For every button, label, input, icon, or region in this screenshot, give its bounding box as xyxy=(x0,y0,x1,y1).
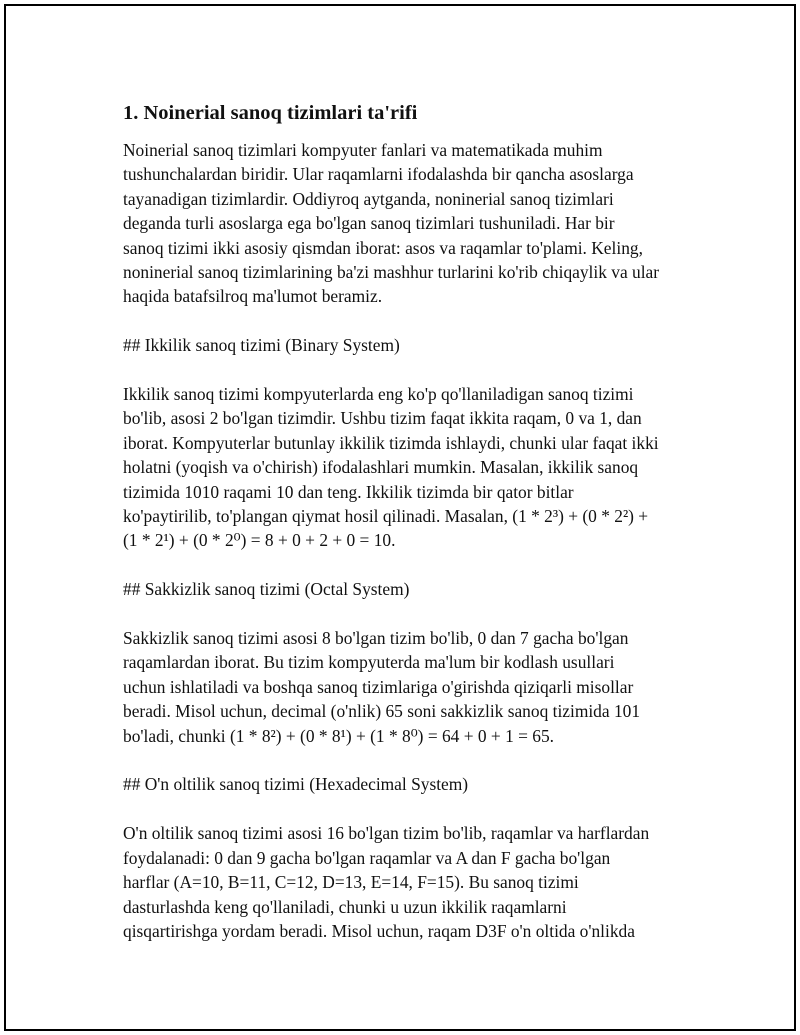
text-line: dasturlashda keng qo'llaniladi, chunki u uzun ikkilik raqamlarni xyxy=(123,896,567,917)
section-heading-binary: ## Ikkilik sanoq tizimi (Binary System) xyxy=(123,335,400,356)
text-line: Ikkilik sanoq tizimi kompyuterlarda eng ko'p qo'llaniladigan sanoq tizimi xyxy=(123,384,634,405)
section-heading-octal: ## Sakkizlik sanoq tizimi (Octal System) xyxy=(123,579,410,600)
text-line: qisqartirishga yordam beradi. Misol uchun, raqam D3F o'n oltida o'nlikda xyxy=(123,920,635,941)
section-paragraph-octal xyxy=(123,626,703,748)
text-line: ko'paytirilib, to'plangan qiymat hosil qilinadi. Masalan, (1 * 2³) + (0 * 2²) + xyxy=(123,506,649,527)
text-line: O'n oltilik sanoq tizimi asosi 16 bo'lgan tizim bo'lib, raqamlar va harflardan xyxy=(123,823,650,844)
text-line: tizimida 1010 raqami 10 dan teng. Ikkilik tizimda bir qator bitlar xyxy=(123,481,574,502)
page-frame xyxy=(4,4,796,1031)
text-line: uchun ishlatiladi va boshqa sanoq tizimlariga o'girishda qiziqarli misollar xyxy=(123,676,634,697)
text-line: bo'lib, asosi 2 bo'lgan tizimdir. Ushbu tizim faqat ikkita raqam, 0 va 1, dan xyxy=(123,408,642,429)
document-body xyxy=(123,98,703,968)
text-line: Sakkizlik sanoq tizimi asosi 8 bo'lgan tizim bo'lib, 0 dan 7 gacha bo'lgan xyxy=(123,628,629,649)
section-paragraph-binary xyxy=(123,382,703,553)
text-line: raqamlardan iborat. Bu tizim kompyuterda ma'lum bir kodlash usullari xyxy=(123,652,615,673)
text-line: bo'ladi, chunki (1 * 8²) + (0 * 8¹) + (1 * 8⁰) = 64 + 0 + 1 = 65. xyxy=(123,725,555,746)
text-line: deganda turli asoslarga ega bo'lgan sanoq tizimlari tushuniladi. Har bir xyxy=(123,213,615,234)
text-line: beradi. Misol uchun, decimal (o'nlik) 65 soni sakkizlik sanoq tizimida 101 xyxy=(123,701,641,722)
text-line: holatni (yoqish va o'chirish) ifodalashlari mumkin. Masalan, ikkilik sanoq xyxy=(123,457,639,478)
document-title: 1. Noinerial sanoq tizimlari ta'rifi xyxy=(123,102,418,124)
section-paragraph-hexadecimal xyxy=(123,821,703,943)
text-line: iborat. Kompyuterlar butunlay ikkilik tizimda ishlaydi, chunki ular faqat ikki xyxy=(123,432,659,453)
text-line: noninerial sanoq tizimlarining ba'zi mashhur turlarini ko'rib chiqaylik va ular xyxy=(123,262,660,283)
text-line: haqida batafsilroq ma'lumot beramiz. xyxy=(123,286,383,307)
intro-paragraph xyxy=(123,138,703,309)
text-line: harflar (A=10, B=11, C=12, D=13, E=14, F=15). Bu sanoq tizimi xyxy=(123,872,579,893)
section-heading-hexadecimal: ## O'n oltilik sanoq tizimi (Hexadecimal System) xyxy=(123,774,469,795)
text-line: sanoq tizimi ikki asosiy qismdan iborat: asos va raqamlar to'plami. Keling, xyxy=(123,237,643,258)
text-line: tayanadigan tizimlardir. Oddiyroq aytganda, noninerial sanoq tizimlari xyxy=(123,188,614,209)
text-line: Noinerial sanoq tizimlari kompyuter fanlari va matematikada muhim xyxy=(123,140,603,160)
text-line: tushunchalardan biridir. Ular raqamlarni ifodalashda bir qancha asoslarga xyxy=(123,164,634,185)
text-line: (1 * 2¹) + (0 * 2⁰) = 8 + 0 + 2 + 0 = 10. xyxy=(123,530,396,551)
text-line: foydalanadi: 0 dan 9 gacha bo'lgan raqamlar va A dan F gacha bo'lgan xyxy=(123,847,611,868)
